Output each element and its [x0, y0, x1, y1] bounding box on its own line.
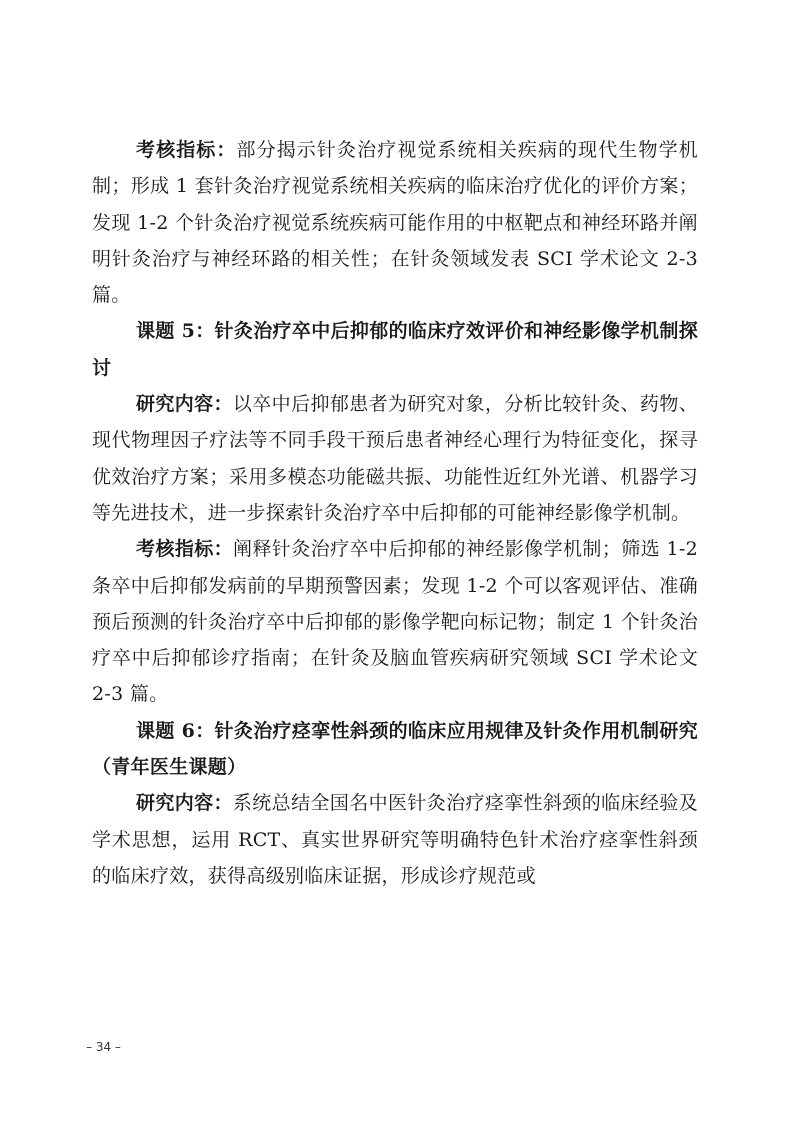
research-content-text: 系统总结全国名中医针灸治疗痉挛性斜颈的临床经验及学术思想，运用 RCT、真实世界研究等明确特色针术治疗痉挛性斜颈的临床疗效，获得高级别临床证据，形成诊疗规范或 [92, 792, 698, 887]
topic-6-heading: 课题 6：针灸治疗痉挛性斜颈的临床应用规律及针灸作用机制研究（青年医生课题） [92, 719, 698, 779]
research-content-paragraph-2 [92, 785, 698, 894]
assessment-paragraph-2 [92, 531, 698, 712]
document-body [92, 132, 698, 894]
research-content-text: 以卒中后抑郁患者为研究对象，分析比较针灸、药物、现代物理因子疗法等不同手段干预后患者神经心理行为特征变化，探寻优效治疗方案；采用多模态功能磁共振、功能性近红外光谱、机器学习等先进技术，进一步探索针灸治疗卒中后抑郁的可能神经影像学机制。 [92, 393, 698, 524]
assessment-label: 考核指标： [136, 538, 234, 561]
assessment-paragraph-1 [92, 132, 698, 313]
page-number: – 34 – [86, 1040, 121, 1054]
assessment-label: 考核指标： [136, 139, 237, 161]
topic-5-heading: 课题 5：针灸治疗卒中后抑郁的临床疗效评价和神经影像学机制探讨 [92, 320, 698, 379]
research-content-label: 研究内容： [136, 792, 233, 815]
research-content-label: 研究内容： [136, 393, 233, 416]
assessment-text: 部分揭示针灸治疗视觉系统相关疾病的现代生物学机制；形成 1 套针灸治疗视觉系统相关疾病的临床治疗优化的评价方案；发现 1-2 个针灸治疗视觉系统疾病可能作用的中枢靶点和神经环路并阐明针灸治疗与神经环路的相关性；在针灸领域发表 SCI 学术论文 2-3 篇。 [92, 139, 698, 307]
research-content-paragraph-1 [92, 386, 698, 531]
assessment-text: 阐释针灸治疗卒中后抑郁的神经影像学机制；筛选 1-2 条卒中后抑郁发病前的早期预警因素；发现 1-2 个可以客观评估、准确预后预测的针灸治疗卒中后抑郁的影像学靶向标记物；制定 1 个针灸治疗卒中后抑郁诊疗指南；在针灸及脑血管疾病研究领域 SCI 学术论文 2-3 篇。 [92, 538, 698, 706]
